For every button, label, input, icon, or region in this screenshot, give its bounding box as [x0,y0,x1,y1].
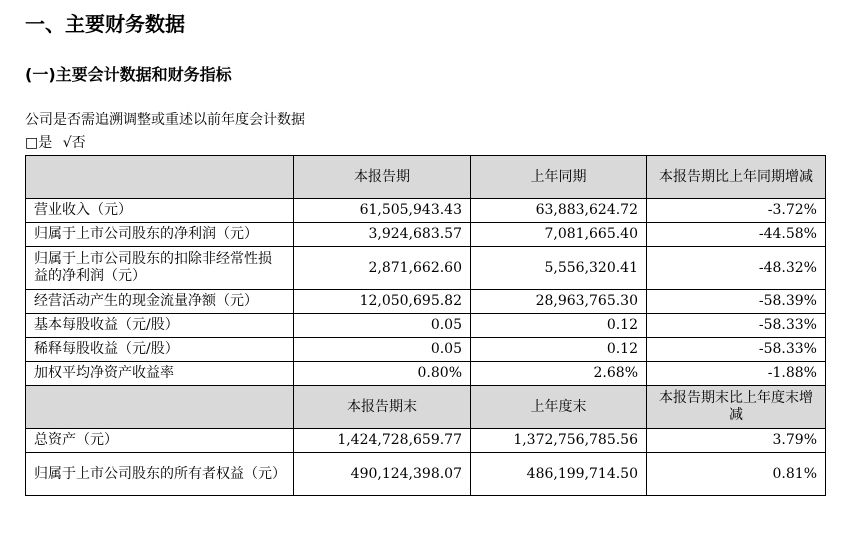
row-label: 经营活动产生的现金流量净额（元） [26,290,294,314]
header-current-period: 本报告期 [294,156,471,199]
table-row [26,314,826,338]
row-label: 加权平均净资产收益率 [26,362,294,386]
subsection-heading: (一)主要会计数据和财务指标 [25,65,232,84]
financial-data-table [25,155,826,496]
row-label: 稀释每股收益（元/股） [26,338,294,362]
header-year-end-change: 本报告期末比上年度末增减 [647,386,826,429]
table-row [26,453,826,496]
header-period-end: 本报告期末 [294,386,471,429]
row-current-value: 1,424,728,659.77 [294,429,471,453]
row-change-value: 3.79% [647,429,826,453]
choice-no: √否 [62,135,86,151]
row-change-value: 0.81% [647,453,826,496]
row-prior-value: 0.12 [471,338,647,362]
table-row [26,362,826,386]
row-current-value: 0.80% [294,362,471,386]
table-row [26,199,826,223]
row-label: 总资产（元） [26,429,294,453]
table-row [26,338,826,362]
row-current-value: 0.05 [294,314,471,338]
restatement-question: 公司是否需追溯调整或重述以前年度会计数据 [25,112,305,128]
header-blank-cell [26,156,294,199]
row-current-value: 12,050,695.82 [294,290,471,314]
row-label: 归属于上市公司股东的所有者权益（元） [26,453,294,496]
restatement-choice [25,132,92,152]
choice-yes: □是 [25,135,53,151]
row-current-value: 61,505,943.43 [294,199,471,223]
row-change-value: -44.58% [647,223,826,247]
row-prior-value: 63,883,624.72 [471,199,647,223]
header-prior-period: 上年同期 [471,156,647,199]
row-prior-value: 2.68% [471,362,647,386]
row-label: 归属于上市公司股东的扣除非经常性损益的净利润（元） [26,247,294,290]
row-change-value: -58.39% [647,290,826,314]
row-prior-value: 1,372,756,785.56 [471,429,647,453]
row-change-value: -58.33% [647,338,826,362]
row-current-value: 490,124,398.07 [294,453,471,496]
row-change-value: -48.32% [647,247,826,290]
table-header-row [26,386,826,429]
table-row [26,247,826,290]
table-row [26,290,826,314]
row-label: 营业收入（元） [26,199,294,223]
row-current-value: 3,924,683.57 [294,223,471,247]
row-prior-value: 7,081,665.40 [471,223,647,247]
row-prior-value: 5,556,320.41 [471,247,647,290]
row-prior-value: 0.12 [471,314,647,338]
row-label: 基本每股收益（元/股） [26,314,294,338]
row-prior-value: 28,963,765.30 [471,290,647,314]
row-current-value: 0.05 [294,338,471,362]
row-change-value: -58.33% [647,314,826,338]
header-blank-cell [26,386,294,429]
row-change-value: -1.88% [647,362,826,386]
row-change-value: -3.72% [647,199,826,223]
table-row [26,223,826,247]
row-current-value: 2,871,662.60 [294,247,471,290]
row-prior-value: 486,199,714.50 [471,453,647,496]
header-prior-year-end: 上年度末 [471,386,647,429]
table-header-row [26,156,826,199]
table-row [26,429,826,453]
header-period-change: 本报告期比上年同期增减 [647,156,826,199]
row-label: 归属于上市公司股东的净利润（元） [26,223,294,247]
section-heading: 一、主要财务数据 [25,12,185,36]
